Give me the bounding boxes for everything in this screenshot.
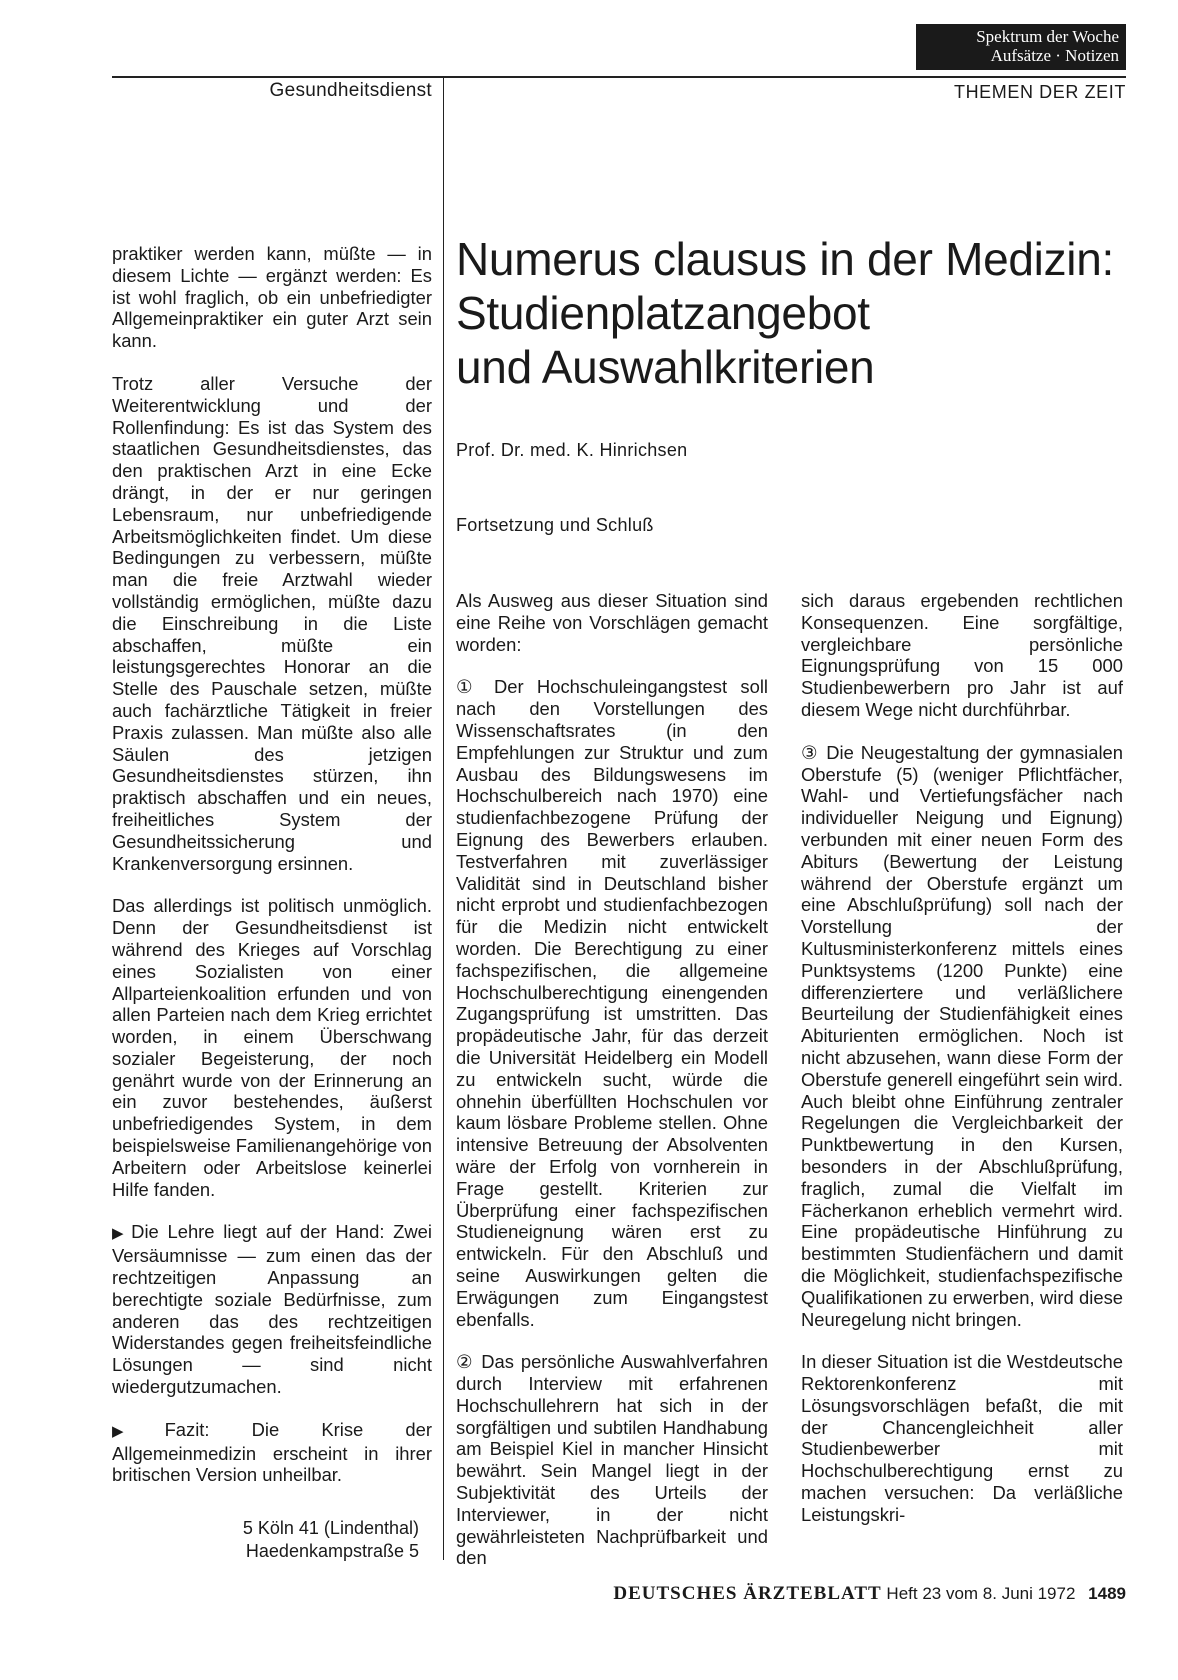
col1-paragraph-5 — [112, 1419, 432, 1486]
col1-paragraph-2: Trotz aller Versuche der Weiterentwicklung und der Rollenfindung: Es ist das System des staatlichen Gesundheitsdienstes, das den praktischen Arzt in eine Ecke drängt, in der er nur geringen Lebensraum, nur unbefriedigende Arbeitsmöglichkeiten findet. Um diese Bedingungen zu verbessern, müßte man die freie Arztwahl wieder vollständig ermöglichen, müßte dazu die Einschreibung in die Liste abschaffen, müßte ein leistungsgerechtes Honorar an die Stelle des Pauschale setzen, müßte auch fachärztliche Tätigkeit in freier Praxis zulassen. Man müßte also alle Säulen des jetzigen Gesundheitsdienstes stürzen, ihn praktisch abschaffen und ein neues, freiheitliches System der Gesundheitssicherung und Krankenversorgung ersinnen. — [112, 372, 432, 874]
themen-heading: THEMEN DER ZEIT — [953, 82, 1126, 102]
col2-paragraph-1: Als Ausweg aus dieser Situation sind eine Reihe von Vorschlägen gemacht worden: — [456, 590, 768, 655]
address-line-2: Haedenkampstraße 5 — [245, 1541, 419, 1561]
middle-column — [456, 590, 768, 1590]
col1-paragraph-4 — [112, 1221, 432, 1397]
col3-paragraph-3: In dieser Situation ist die Westdeutsche Rektorenkonferenz mit Lösungsvorschlägen befaßt, die mit der Chancengleichheit aller Studienbewerber mit Hochschulberechtigung ernst zu machen versuchen: Da verläßliche Leistungskri- — [801, 1351, 1123, 1525]
title-line-3: und Auswahlkriterien — [456, 341, 875, 393]
col1-paragraph-1: praktiker werden kann, müßte — in diesem Lichte — ergänzt werden: Es ist wohl fraglich, ob ein unbefriedigter Allgemeinpraktiker ein guter Arzt sein kann. — [112, 243, 432, 352]
issue-info: Heft 23 vom 8. Juni 1972 — [886, 1584, 1076, 1603]
title-line-1: Numerus clausus in der Medizin: — [456, 233, 1114, 285]
col1-paragraph-4-text: Die Lehre liegt auf der Hand: Zwei Versäumnisse — zum einen das der rechtzeitigen Anpassung an berechtigte soziale Bedürfnisse, zum anderen das des rechtzeitigen Widerstandes gegen freiheitsfeindliche Lösungen — sind nicht wiedergutzumachen. — [112, 1221, 432, 1398]
col2-paragraph-2: ① Der Hochschuleingangstest soll nach den Vorstellungen des Wissenschaftsrates (in den Empfehlungen zur Struktur und zum Ausbau des Bildungswesens im Hochschulbereich nach 1970) eine studienfachbezogene Prüfung der Eignung des Bewerbers erlauben. Testverfahren mit zuverlässiger Validität sind in Deutschland bisher nicht erprobt und studienfachbezogen für die Medizin nicht entwickelt worden. Die Berechtigung zu einer fachspezifischen, die allgemeine Hochschulberechtigung einengenden Zugangsprüfung ist umstritten. Das propädeutische Jahr, für das derzeit die Universität Heidelberg ein Modell zu entwickeln sucht, würde die ohnehin überfüllten Hochschulen vor kaum lösbare Probleme stellen. Ohne intensive Betreuung der Absolventen wäre der Erfolg von vornherein in Frage gestellt. Kriterien zur Überprüfung einer fachspezifischen Studieneignung wären erst zu entwickeln. Für den Abschluß und seine Auswirkungen gelten die Erwägungen zum Eingangstest ebenfalls. — [456, 676, 768, 1330]
col3-paragraph-1: sich daraus ergebenden rechtlichen Konsequenzen. Eine sorgfältige, vergleichbare persönliche Eignungsprüfung von 15 000 Studienbewerbern pro Jahr ist auf diesem Wege nicht durchführbar. — [801, 590, 1123, 720]
section-label-line2: Aufsätze · Notizen — [990, 46, 1119, 65]
author-address — [112, 1517, 419, 1563]
column-divider — [443, 76, 444, 1560]
header-rule — [112, 76, 1126, 78]
title-line-2: Studienplatzangebot — [456, 287, 870, 339]
article-subtitle: Fortsetzung und Schluß — [456, 515, 654, 535]
bullet-arrow-icon: ▶ — [112, 1422, 161, 1440]
page-footer — [500, 1583, 1126, 1605]
journal-name: DEUTSCHES ÄRZTEBLATT — [613, 1583, 882, 1604]
article-title — [456, 232, 1136, 394]
section-label-box — [916, 24, 1126, 70]
page-number: 1489 — [1088, 1584, 1126, 1603]
col1-paragraph-3: Das allerdings ist politisch unmöglich. Denn der Gesundheitsdienst ist während des Krieges auf Vorschlag eines Sozialisten von einer Allparteienkoalition erfunden und von allen Parteien nach dem Krieg errichtet worden, in einem Überschwang sozialer Begeisterung, der noch genährt wurde von der Erinnerung an ein zuvor bestehendes, äußerst unbefriedigendes System, in dem beispielsweise Familienangehörige von Arbeitern oder Arbeitslose keinerlei Hilfe fanden. — [112, 895, 432, 1200]
bullet-arrow-icon: ▶ — [112, 1225, 128, 1243]
right-column — [801, 590, 1123, 1547]
address-line-1: 5 Köln 41 (Lindenthal) — [242, 1518, 419, 1538]
section-heading: Gesundheitsdienst — [269, 80, 432, 101]
article-author: Prof. Dr. med. K. Hinrichsen — [456, 440, 688, 460]
col1-paragraph-5-text: Fazit: Die Krise der Allgemeinmedizin erscheint in ihrer britischen Version unheilbar. — [112, 1418, 432, 1486]
col3-paragraph-2: ③ Die Neugestaltung der gymnasialen Oberstufe (5) (weniger Pflichtfächer, Wahl- und Vertiefungsfächer nach individueller Neigung und Eignung) verbunden mit einer neuen Form des Abiturs (Bewertung der Leistung während der Oberstufe ergänzt um eine Abschlußprüfung) soll nach der Vorstellung der Kultusministerkonferenz mittels eines Punktsystems (1200 Punkte) eine differenziertere und verläßlichere Beurteilung der Studienfähigkeit eines Abiturienten ermöglichen. Noch ist nicht abzusehen, wann diese Form der Oberstufe generell eingeführt sein wird. Auch bleibt ohne Einführung zentraler Regelungen die Vergleichbarkeit der Punktbewertung in den Kursen, besonders in der Abschlußprüfung, fraglich, zumal die Vielfalt im Fächerkanon erheblich vermehrt wird. Eine propädeutische Hinführung zu bestimmten Studienfächern und damit die Möglichkeit, studienfachspezifische Qualifikationen zu erwerben, wird diese Neuregelung nicht bringen. — [801, 741, 1123, 1330]
col2-paragraph-3: ② Das persönliche Auswahlverfahren durch Interview mit erfahrenen Hochschullehrern hat sich in der sorgfältigen und subtilen Handhabung am Beispiel Kiel in mancher Hinsicht bewährt. Sein Mangel liegt in der Subjektivität des Urteils der Interviewer, in der nicht gewährleisteten Nachprüfbarkeit und den — [456, 1351, 768, 1569]
section-label-line1: Spektrum der Woche — [976, 27, 1119, 46]
left-column — [112, 243, 432, 1507]
